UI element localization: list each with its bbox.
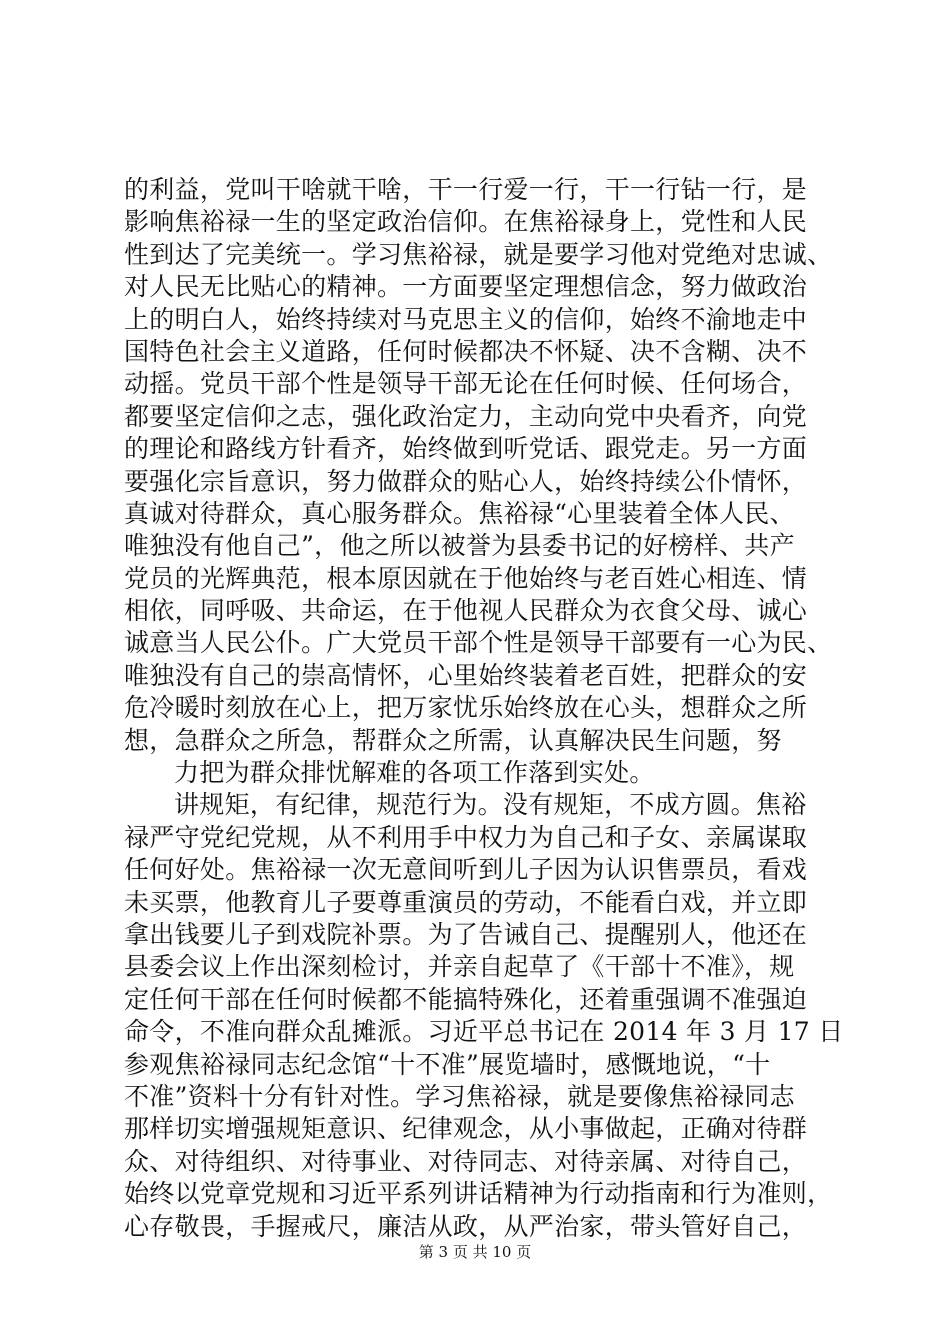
text-line: 要强化宗旨意识，努力做群众的贴心人，始终持续公仆情怀， bbox=[124, 466, 808, 496]
text-line: 的理论和路线方针看齐，始终做到听党话、跟党走。另一方面 bbox=[124, 434, 808, 464]
text-line: 禄严守党纪党规，从不利用手中权力为自己和子女、亲属谋取 bbox=[124, 822, 808, 852]
text-line: 定任何干部在任何时候都不能搞特殊化，还着重强调不准强迫 bbox=[124, 984, 808, 1014]
text-line: 唯独没有他自己”，他之所以被誉为县委书记的好榜样、共产 bbox=[124, 531, 795, 561]
paragraph-start-line: 讲规矩，有纪律，规范行为。没有规矩，不成方圆。焦裕 bbox=[174, 790, 807, 820]
text-line: 想，急群众之所急，帮群众之所需，认真解决民生问题，努 bbox=[124, 725, 782, 755]
text-line: 党员的光辉典范，根本原因就在于他始终与老百姓心相连、情 bbox=[124, 563, 808, 593]
text-line: 的利益，党叫干啥就干啥，干一行爱一行，干一行钻一行，是 bbox=[124, 175, 808, 204]
text-line: 上的明白人，始终持续对马克思主义的信仰，始终不渝地走中 bbox=[124, 304, 808, 334]
text-line: 唯独没有自己的崇高情怀，心里始终装着老百姓，把群众的安 bbox=[124, 660, 808, 690]
text-line: 拿出钱要儿子到戏院补票。为了告诫自己、提醒别人，他还在 bbox=[124, 919, 808, 949]
text-line: 心存敬畏，手握戒尺，廉洁从政，从严治家，带头管好自己， bbox=[124, 1211, 808, 1241]
text-line: 国特色社会主义道路，任何时候都决不怀疑、决不含糊、决不 bbox=[124, 336, 808, 366]
text-line: 不准”资料十分有针对性。学习焦裕禄，就是要像焦裕禄同志 bbox=[124, 1081, 795, 1111]
text-line: 那样切实增强规矩意识、纪律观念，从小事做起，正确对待群 bbox=[124, 1114, 808, 1144]
text-line: 力把为群众排忧解难的各项工作落到实处。 bbox=[174, 758, 655, 788]
text-line: 始终以党章党规和习近平系列讲话精神为行动指南和行为准则， bbox=[124, 1179, 833, 1209]
text-line: 都要坚定信仰之志，强化政治定力，主动向党中央看齐，向党 bbox=[124, 401, 808, 431]
text-line: 真诚对待群众，真心服务群众。焦裕禄“心里装着全体人民、 bbox=[124, 498, 795, 528]
text-line: 对人民无比贴心的精神。一方面要坚定理想信念，努力做政治 bbox=[124, 272, 808, 302]
text-line: 诚意当人民公仆。广大党员干部个性是领导干部要有一心为民、 bbox=[124, 628, 833, 658]
text-line: 众、对待组织、对待事业、对待同志、对待亲属、对待自己， bbox=[124, 1146, 808, 1176]
text-line: 相依，同呼吸、共命运，在于他视人民群众为衣食父母、诚心 bbox=[124, 596, 808, 626]
text-line: 任何好处。焦裕禄一次无意间听到儿子因为认识售票员，看戏 bbox=[124, 855, 808, 885]
page-number-footer: 第 3 页 共 10 页 bbox=[418, 1243, 532, 1261]
text-line: 未买票，他教育儿子要尊重演员的劳动，不能看白戏，并立即 bbox=[124, 887, 808, 917]
text-line: 危冷暖时刻放在心上，把万家忧乐始终放在心头，想群众之所 bbox=[124, 693, 808, 723]
text-line: 参观焦裕禄同志纪念馆“十不准”展览墙时，感慨地说，“十 bbox=[124, 1049, 771, 1079]
text-line: 动摇。党员干部个性是领导干部无论在任何时候、任何场合， bbox=[124, 369, 808, 399]
text-line: 性到达了完美统一。学习焦裕禄，就是要学习他对党绝对忠诚、 bbox=[124, 239, 833, 269]
text-line: 县委会议上作出深刻检讨，并亲自起草了《干部十不准》，规 bbox=[124, 952, 795, 982]
text-line: 命令，不准向群众乱摊派。习近平总书记在 2014 年 3 月 17 日 bbox=[124, 1017, 844, 1047]
text-line: 影响焦裕禄一生的坚定政治信仰。在焦裕禄身上，党性和人民 bbox=[124, 207, 808, 237]
body-text bbox=[124, 174, 844, 1243]
